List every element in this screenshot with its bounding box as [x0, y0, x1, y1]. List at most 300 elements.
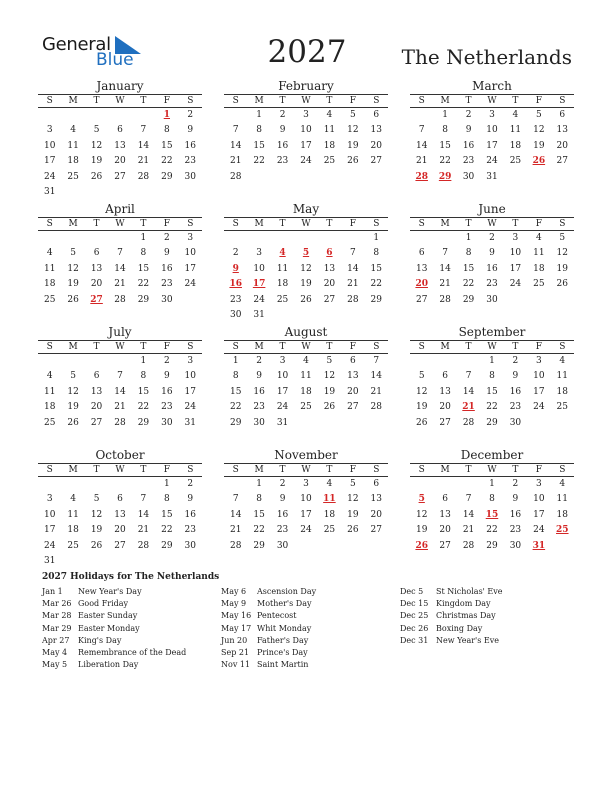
day: 30 — [276, 540, 289, 551]
weekday-header: F — [527, 463, 550, 477]
day: 9 — [512, 371, 519, 382]
day: 24 — [533, 525, 545, 536]
day: 23 — [276, 156, 289, 167]
day: 17 — [300, 140, 312, 151]
empty-day — [457, 477, 480, 492]
day: 30 — [509, 417, 522, 428]
day: 22 — [137, 402, 150, 413]
day: 30 — [486, 294, 498, 305]
day: 15 — [229, 386, 242, 397]
day: 24 — [43, 171, 56, 182]
month-days-grid — [224, 463, 388, 554]
day: 1 — [163, 479, 170, 489]
day: 2 — [187, 110, 194, 120]
day: 3 — [535, 479, 542, 489]
day: 15 — [370, 263, 382, 274]
holiday-item — [42, 647, 212, 659]
day: 16 — [462, 140, 475, 151]
day: 8 — [163, 125, 170, 136]
weekday-header: W — [108, 217, 131, 231]
day: 4 — [46, 248, 53, 259]
holiday-name: Father's Day — [257, 635, 309, 645]
day: 11 — [67, 509, 79, 520]
day: 14 — [229, 140, 242, 151]
day: 21 — [114, 402, 126, 413]
weekday-header: F — [155, 463, 178, 477]
day: 12 — [300, 263, 312, 274]
weekday-header: W — [108, 94, 131, 108]
weekday-header: F — [527, 94, 550, 108]
day: 31 — [486, 171, 498, 182]
month-may — [224, 202, 388, 323]
day: 24 — [184, 279, 196, 290]
day: 15 — [137, 263, 150, 274]
day: 21 — [137, 156, 150, 167]
day: 3 — [46, 494, 53, 505]
holiday-day: 9 — [232, 263, 239, 274]
day: 22 — [370, 279, 382, 290]
empty-day — [132, 108, 155, 123]
day: 8 — [256, 125, 262, 136]
day: 13 — [370, 125, 382, 136]
day: 14 — [114, 263, 126, 274]
day: 12 — [533, 125, 545, 136]
day: 11 — [43, 263, 56, 274]
day: 10 — [300, 494, 312, 505]
day: 10 — [253, 263, 265, 274]
day: 14 — [439, 263, 451, 274]
day: 24 — [486, 156, 498, 167]
weekday-header: T — [504, 217, 527, 231]
day: 18 — [556, 386, 568, 397]
empty-day — [108, 231, 131, 246]
day: 9 — [489, 248, 495, 259]
month-days-grid — [410, 340, 574, 431]
holiday-item — [221, 586, 391, 598]
day: 29 — [486, 540, 498, 551]
holiday-name: Prince's Day — [257, 647, 308, 657]
month-name: November — [274, 448, 338, 462]
day: 28 — [462, 540, 475, 551]
weekday-header: W — [480, 463, 503, 477]
empty-day — [433, 354, 456, 369]
month-name: September — [458, 325, 526, 339]
day: 28 — [347, 294, 359, 305]
empty-day — [247, 231, 270, 246]
day: 15 — [253, 509, 265, 520]
day: 21 — [137, 525, 150, 536]
day: 15 — [161, 509, 173, 520]
day: 18 — [323, 509, 336, 520]
day: 15 — [486, 386, 498, 397]
day: 23 — [229, 294, 242, 305]
day: 26 — [67, 294, 79, 305]
day: 27 — [439, 540, 451, 551]
holiday-day: 20 — [415, 279, 428, 290]
weekday-header: T — [318, 94, 341, 108]
day: 31 — [43, 186, 56, 197]
day: 15 — [137, 386, 150, 397]
day: 11 — [556, 494, 568, 505]
weekday-header: W — [294, 463, 317, 477]
day: 8 — [232, 371, 239, 382]
day: 2 — [465, 110, 472, 120]
day: 22 — [462, 279, 475, 290]
month-days-grid — [224, 217, 388, 323]
weekday-header: S — [179, 463, 202, 477]
day: 2 — [279, 479, 286, 489]
holiday-name: Remembrance of the Dead — [78, 647, 187, 657]
day: 17 — [184, 386, 196, 397]
day: 7 — [418, 125, 425, 136]
day: 2 — [163, 356, 170, 366]
day: 16 — [161, 263, 173, 274]
weekday-header: S — [410, 463, 433, 477]
day: 13 — [323, 263, 336, 274]
weekday-header: M — [61, 463, 84, 477]
day: 5 — [70, 371, 76, 382]
day: 4 — [303, 356, 309, 366]
day: 10 — [43, 140, 56, 151]
holiday-date: Nov 11 — [221, 660, 251, 670]
holiday-name: New Year's Day — [78, 587, 142, 596]
day: 1 — [140, 356, 147, 366]
holiday-date: May 5 — [42, 660, 68, 670]
day: 29 — [486, 417, 498, 428]
month-name: June — [478, 202, 506, 216]
day: 15 — [462, 263, 475, 274]
day: 12 — [67, 386, 79, 397]
day: 30 — [184, 171, 196, 182]
day: 14 — [462, 386, 475, 397]
day: 2 — [512, 356, 519, 366]
day: 6 — [373, 479, 380, 489]
day: 31 — [43, 555, 56, 566]
holiday-list-title: 2027 Holidays for The Netherlands — [42, 572, 220, 582]
day: 18 — [43, 279, 56, 290]
day: 13 — [347, 371, 359, 382]
day: 11 — [43, 386, 56, 397]
weekday-header: S — [365, 463, 388, 477]
weekday-header: W — [480, 94, 503, 108]
day: 8 — [489, 494, 495, 505]
day: 26 — [556, 279, 568, 290]
empty-day — [85, 231, 108, 246]
day: 11 — [509, 125, 522, 136]
day: 14 — [229, 509, 242, 520]
month-days-grid — [410, 94, 574, 185]
holiday-date: Sep 21 — [221, 647, 250, 657]
day: 6 — [349, 356, 356, 366]
weekday-header: W — [480, 340, 503, 354]
day: 29 — [137, 294, 150, 305]
holiday-name: Kingdom Day — [436, 599, 491, 609]
weekday-header: T — [504, 340, 527, 354]
day: 28 — [114, 417, 126, 428]
day: 25 — [67, 540, 79, 551]
logo-general-text: General — [42, 34, 111, 55]
holiday-item — [400, 586, 570, 598]
weekday-header: F — [155, 340, 178, 354]
weekday-header: M — [433, 463, 456, 477]
empty-day — [410, 231, 433, 246]
day: 4 — [46, 371, 53, 382]
day: 20 — [114, 156, 126, 167]
day: 22 — [253, 156, 265, 167]
day: 21 — [462, 525, 475, 536]
day: 28 — [439, 294, 451, 305]
weekday-header: S — [179, 340, 202, 354]
day: 6 — [93, 371, 100, 382]
day: 8 — [163, 494, 170, 505]
day: 30 — [184, 540, 196, 551]
day: 5 — [349, 110, 356, 120]
day: 14 — [137, 509, 150, 520]
day: 4 — [535, 233, 542, 243]
day: 19 — [556, 263, 568, 274]
holiday-name: King's Day — [78, 635, 122, 645]
weekday-header: T — [271, 340, 294, 354]
day: 27 — [90, 417, 103, 428]
day: 8 — [256, 494, 262, 505]
weekday-header: M — [61, 94, 84, 108]
weekday-header: M — [247, 217, 270, 231]
holiday-day: 5 — [302, 248, 310, 259]
month-june — [410, 202, 574, 308]
day: 16 — [509, 386, 522, 397]
holiday-item — [221, 598, 391, 610]
day: 17 — [533, 509, 545, 520]
weekday-header: S — [365, 217, 388, 231]
day: 6 — [117, 494, 123, 505]
day: 29 — [253, 540, 265, 551]
day: 31 — [276, 417, 289, 428]
day: 26 — [415, 417, 428, 428]
day: 26 — [67, 417, 79, 428]
holiday-day: 21 — [462, 402, 475, 413]
day: 27 — [370, 525, 382, 536]
day: 12 — [347, 125, 359, 136]
day: 1 — [256, 479, 262, 489]
holiday-day: 25 — [556, 525, 569, 536]
day: 22 — [161, 156, 173, 167]
day: 5 — [326, 356, 333, 366]
day: 3 — [303, 110, 309, 120]
day: 18 — [509, 140, 522, 151]
day: 19 — [300, 279, 312, 290]
day: 28 — [114, 294, 126, 305]
day: 16 — [276, 140, 289, 151]
holiday-name: Saint Martin — [257, 660, 309, 670]
weekday-header: T — [85, 217, 108, 231]
weekday-header: T — [457, 340, 480, 354]
holiday-day: 6 — [326, 248, 333, 259]
logo-blue-text: Blue — [96, 50, 134, 70]
day: 31 — [253, 309, 265, 320]
day: 5 — [70, 248, 76, 259]
day: 25 — [67, 171, 79, 182]
day: 28 — [137, 171, 150, 182]
day: 7 — [442, 248, 448, 259]
empty-day — [61, 231, 84, 246]
holiday-item — [400, 635, 570, 647]
day: 16 — [509, 509, 522, 520]
holiday-date: Jan 1 — [42, 587, 63, 596]
day: 28 — [370, 402, 382, 413]
holiday-name: Mother's Day — [257, 599, 312, 609]
month-days-grid — [224, 94, 388, 185]
weekday-header: T — [271, 94, 294, 108]
holiday-day: 17 — [252, 279, 266, 290]
day: 21 — [415, 156, 428, 167]
weekday-header: T — [132, 94, 155, 108]
day: 17 — [486, 140, 498, 151]
holiday-day: 29 — [438, 171, 452, 182]
day: 17 — [533, 386, 545, 397]
month-august — [224, 325, 388, 431]
day: 4 — [559, 479, 566, 489]
day: 5 — [418, 371, 425, 382]
holiday-item — [221, 635, 391, 647]
holiday-column — [42, 586, 212, 671]
day: 4 — [559, 356, 566, 366]
day: 11 — [323, 125, 336, 136]
weekday-header: F — [341, 463, 364, 477]
empty-day — [224, 231, 247, 246]
holiday-date: Dec 15 — [400, 599, 429, 609]
holiday-date: Mar 28 — [42, 611, 72, 621]
day: 17 — [300, 509, 312, 520]
holiday-item — [42, 635, 212, 647]
day: 6 — [373, 110, 380, 120]
month-name: October — [95, 448, 145, 462]
month-days-grid — [38, 463, 202, 569]
empty-day — [294, 231, 317, 246]
day: 24 — [300, 525, 312, 536]
day: 17 — [276, 386, 289, 397]
weekday-header: M — [61, 340, 84, 354]
weekday-header: T — [271, 463, 294, 477]
day: 22 — [486, 402, 498, 413]
day: 5 — [349, 479, 356, 489]
day: 9 — [163, 371, 170, 382]
holiday-day: 16 — [229, 279, 242, 290]
day: 13 — [439, 386, 451, 397]
empty-day — [85, 477, 108, 492]
empty-day — [61, 108, 84, 123]
day: 30 — [509, 540, 522, 551]
empty-day — [132, 477, 155, 492]
holiday-day: 15 — [485, 509, 499, 520]
holiday-name: Christmas Day — [436, 611, 496, 621]
weekday-header: F — [155, 94, 178, 108]
day: 12 — [90, 509, 103, 520]
weekday-header: F — [341, 217, 364, 231]
empty-day — [341, 231, 364, 246]
day: 1 — [232, 356, 239, 366]
day: 20 — [323, 279, 336, 290]
day: 7 — [117, 248, 123, 259]
day: 17 — [43, 156, 56, 167]
day: 20 — [556, 140, 568, 151]
day: 25 — [556, 402, 568, 413]
weekday-header: S — [179, 94, 202, 108]
day: 18 — [276, 279, 289, 290]
holiday-item — [42, 659, 212, 671]
day: 10 — [184, 248, 196, 259]
day: 18 — [67, 525, 79, 536]
holiday-item — [400, 598, 570, 610]
day: 24 — [509, 279, 522, 290]
day: 10 — [184, 371, 196, 382]
day: 17 — [184, 263, 196, 274]
day: 1 — [465, 233, 472, 243]
holiday-date: May 6 — [221, 587, 247, 596]
day: 13 — [439, 509, 451, 520]
weekday-header: T — [504, 94, 527, 108]
weekday-header: M — [433, 94, 456, 108]
day: 9 — [187, 125, 194, 136]
day: 3 — [303, 479, 309, 489]
day: 28 — [137, 540, 150, 551]
day: 26 — [347, 156, 359, 167]
day: 22 — [439, 156, 451, 167]
weekday-header: T — [504, 463, 527, 477]
day: 20 — [347, 386, 359, 397]
day: 18 — [43, 402, 56, 413]
day: 9 — [279, 125, 286, 136]
day: 19 — [90, 156, 103, 167]
day: 29 — [161, 171, 173, 182]
day: 26 — [90, 540, 103, 551]
day: 6 — [442, 494, 448, 505]
day: 8 — [465, 248, 472, 259]
weekday-header: S — [551, 340, 574, 354]
day: 8 — [442, 125, 448, 136]
day: 10 — [533, 494, 545, 505]
weekday-header: T — [457, 94, 480, 108]
day: 30 — [161, 294, 173, 305]
empty-day — [108, 477, 131, 492]
day: 27 — [114, 171, 126, 182]
weekday-header: S — [38, 340, 61, 354]
day: 29 — [161, 540, 173, 551]
holiday-date: Dec 26 — [400, 623, 429, 633]
day: 8 — [140, 248, 147, 259]
empty-day — [410, 477, 433, 492]
day: 27 — [415, 294, 428, 305]
holiday-item — [42, 623, 212, 635]
day: 6 — [559, 110, 566, 120]
holiday-date: Dec 5 — [400, 587, 424, 596]
month-days-grid — [38, 340, 202, 431]
holiday-date: Apr 27 — [42, 635, 70, 645]
day: 14 — [114, 386, 126, 397]
day: 2 — [232, 248, 239, 259]
day: 16 — [184, 509, 196, 520]
day: 16 — [184, 140, 196, 151]
month-november — [224, 448, 388, 554]
day: 3 — [512, 233, 519, 243]
day: 31 — [184, 417, 196, 428]
day: 26 — [90, 171, 103, 182]
month-december — [410, 448, 574, 554]
day: 1 — [442, 110, 448, 120]
weekday-header: S — [38, 217, 61, 231]
day: 8 — [373, 248, 380, 259]
country-title: The Netherlands — [401, 45, 572, 69]
day: 7 — [140, 125, 147, 136]
